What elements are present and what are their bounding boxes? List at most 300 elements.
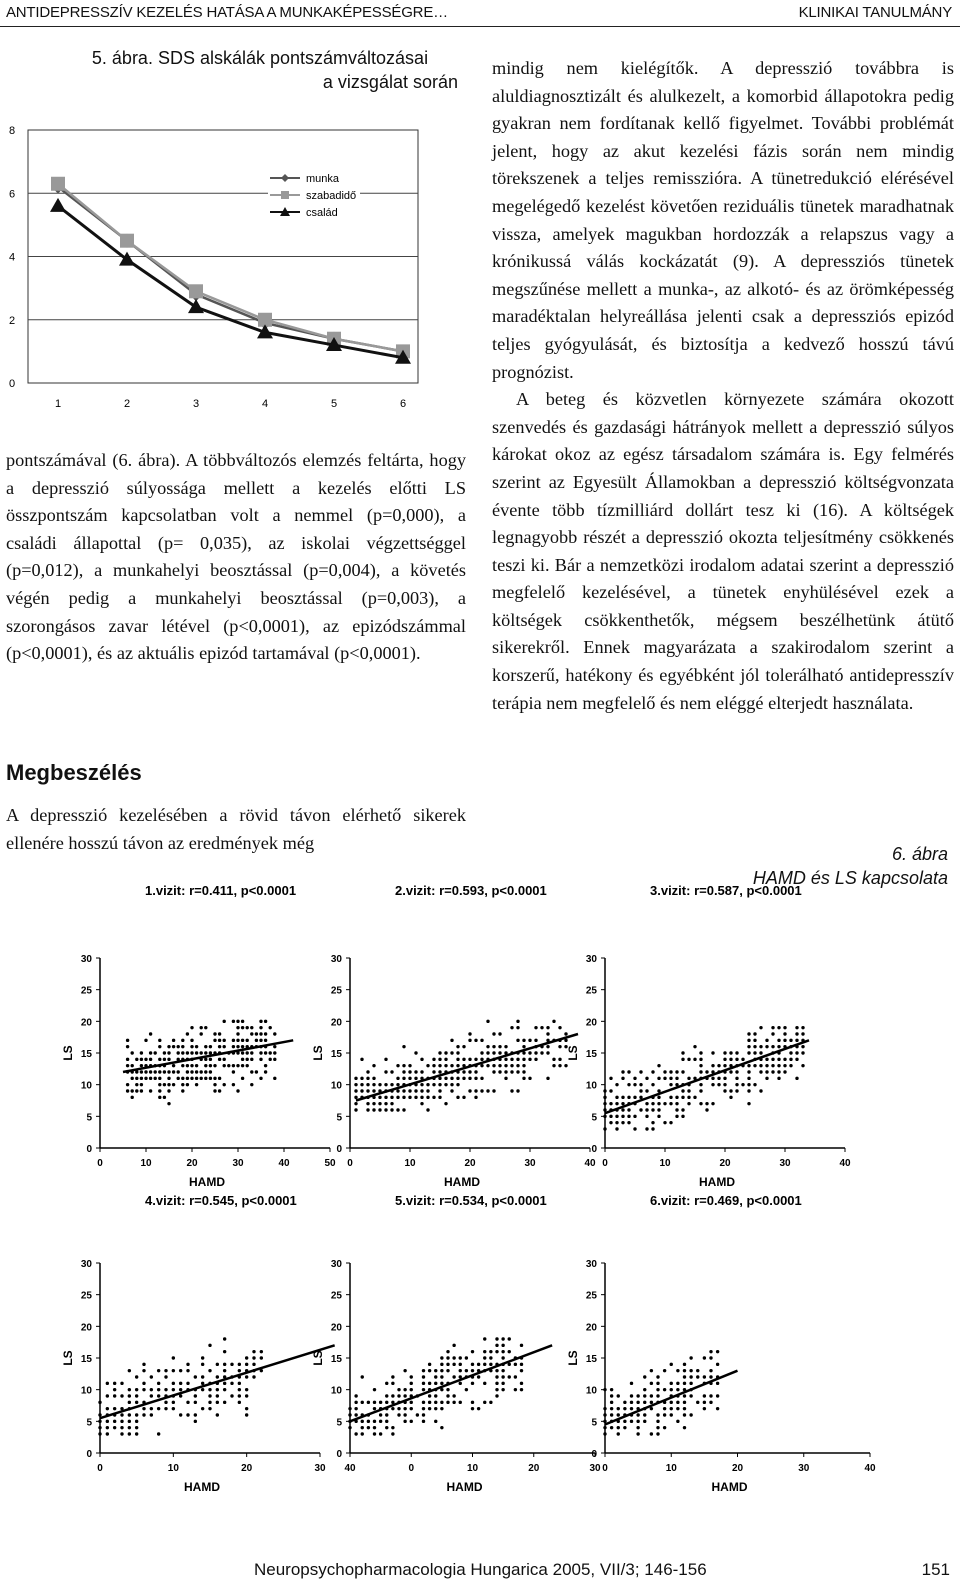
scatter-point — [459, 1401, 462, 1404]
scatter-point — [623, 1426, 626, 1429]
scatter-point — [615, 1096, 618, 1099]
scatter-point — [204, 1070, 207, 1073]
scatter-point — [663, 1413, 666, 1416]
scatter-point — [163, 1051, 166, 1054]
scatter-point — [252, 1375, 255, 1378]
scatter-point — [446, 1388, 449, 1391]
scatter-point — [639, 1083, 642, 1086]
scatter-point — [372, 1083, 375, 1086]
scatter-point — [703, 1356, 706, 1359]
scatter-point — [172, 1401, 175, 1404]
scatter-point — [656, 1413, 659, 1416]
scatter-point — [194, 1401, 197, 1404]
scatter-point — [158, 1096, 161, 1099]
scatter-point — [636, 1420, 639, 1423]
scatter-point — [522, 1070, 525, 1073]
scatter-point — [801, 1064, 804, 1067]
scatter-point — [250, 1083, 253, 1086]
scatter-point — [208, 1401, 211, 1404]
scatter-point — [492, 1064, 495, 1067]
scatter-point — [273, 1051, 276, 1054]
scatter-point — [209, 1045, 212, 1048]
y-tick-label: 30 — [585, 954, 597, 965]
scatter-point — [709, 1401, 712, 1404]
scatter-point — [483, 1337, 486, 1340]
scatter-point — [630, 1420, 633, 1423]
y-axis-label: LS — [566, 1045, 580, 1061]
scatter-point — [489, 1401, 492, 1404]
scatter-point — [149, 1058, 152, 1061]
scatter-point — [633, 1077, 636, 1080]
scatter-point — [164, 1369, 167, 1372]
scatter-point — [446, 1363, 449, 1366]
scatter-point — [471, 1363, 474, 1366]
scatter-point — [264, 1032, 267, 1035]
scatter-point — [403, 1420, 406, 1423]
scatter-point — [128, 1369, 131, 1372]
scatter-point — [504, 1058, 507, 1061]
scatter-point — [402, 1045, 405, 1048]
scatter-point — [223, 1337, 226, 1340]
scatter-point — [232, 1039, 235, 1042]
scatter-point — [410, 1382, 413, 1385]
scatter-point — [167, 1051, 170, 1054]
y-axis-label: LS — [566, 1350, 580, 1366]
scatter-point — [158, 1083, 161, 1086]
scatter-point — [245, 1394, 248, 1397]
scatter-point — [452, 1401, 455, 1404]
scatter-point — [639, 1070, 642, 1073]
scatter-point — [456, 1058, 459, 1061]
scatter-point — [486, 1051, 489, 1054]
scatter-point — [687, 1096, 690, 1099]
scatter-point — [636, 1426, 639, 1429]
scatter-point — [676, 1407, 679, 1410]
scatter-point — [552, 1020, 555, 1023]
scatter-point — [645, 1127, 648, 1130]
scatter-point — [474, 1077, 477, 1080]
scatter-point — [621, 1115, 624, 1118]
scatter-point — [771, 1058, 774, 1061]
scatter-point — [753, 1083, 756, 1086]
scatter-point — [446, 1369, 449, 1372]
scatter-point — [250, 1070, 253, 1073]
scatter-point — [683, 1426, 686, 1429]
scatter-point — [705, 1102, 708, 1105]
y-tick-label: 30 — [80, 954, 92, 965]
scatter-point — [236, 1032, 239, 1035]
scatter-point — [236, 1039, 239, 1042]
scatter-point — [354, 1413, 357, 1416]
scatter-point — [630, 1394, 633, 1397]
scatter-point — [396, 1089, 399, 1092]
scatter-point — [477, 1407, 480, 1410]
scatter-point — [645, 1108, 648, 1111]
figure6-scatter-grid — [0, 868, 960, 1508]
scatter-point — [801, 1051, 804, 1054]
scatter-point — [681, 1058, 684, 1061]
scatter-point — [657, 1108, 660, 1111]
scatter-title: 4.vizit: r=0.545, p<0.0001 — [145, 1193, 297, 1208]
scatter-point — [410, 1388, 413, 1391]
scatter-point — [157, 1432, 160, 1435]
scatter-point — [610, 1413, 613, 1416]
scatter-point — [422, 1369, 425, 1372]
scatter-point — [157, 1388, 160, 1391]
scatter-point — [367, 1426, 370, 1429]
scatter-point — [777, 1077, 780, 1080]
scatter-point — [623, 1420, 626, 1423]
scatter-point — [250, 1051, 253, 1054]
scatter-point — [158, 1058, 161, 1061]
scatter-point — [204, 1077, 207, 1080]
scatter-point — [504, 1077, 507, 1080]
scatter-point — [378, 1102, 381, 1105]
scatter-point — [610, 1394, 613, 1397]
scatter-point — [163, 1058, 166, 1061]
scatter-point — [195, 1070, 198, 1073]
scatter-point — [603, 1407, 606, 1410]
scatter-point — [650, 1382, 653, 1385]
scatter-point — [164, 1407, 167, 1410]
data-point — [120, 234, 134, 248]
scatter-point — [403, 1388, 406, 1391]
scatter-point — [150, 1407, 153, 1410]
scatter-point — [113, 1388, 116, 1391]
y-tick-label: 30 — [330, 1259, 342, 1270]
scatter-point — [516, 1020, 519, 1023]
scatter-point — [223, 1039, 226, 1042]
scatter-point — [223, 1363, 226, 1366]
scatter-point — [434, 1382, 437, 1385]
scatter-point — [456, 1077, 459, 1080]
scatter-point — [366, 1083, 369, 1086]
scatter-point — [204, 1045, 207, 1048]
scatter-point — [236, 1045, 239, 1048]
scatter-point — [140, 1070, 143, 1073]
scatter-point — [157, 1394, 160, 1397]
scatter-point — [693, 1096, 696, 1099]
x-tick-label: 4 — [261, 398, 269, 410]
scatter-point — [397, 1394, 400, 1397]
scatter-point — [705, 1108, 708, 1111]
scatter-point — [765, 1045, 768, 1048]
x-tick-label: 30 — [314, 1463, 326, 1474]
scatter-point — [236, 1089, 239, 1092]
scatter-point — [177, 1077, 180, 1080]
scatter-point — [408, 1070, 411, 1073]
data-point — [50, 198, 66, 212]
scatter-point — [446, 1350, 449, 1353]
scatter-point — [483, 1363, 486, 1366]
scatter-point — [676, 1420, 679, 1423]
scatter-point — [434, 1394, 437, 1397]
figure6-caption-line1: 6. ábra — [891, 844, 948, 864]
scatter-point — [462, 1077, 465, 1080]
scatter-point — [186, 1083, 189, 1086]
scatter-point — [167, 1077, 170, 1080]
scatter-point — [468, 1089, 471, 1092]
scatter-point — [135, 1058, 138, 1061]
scatter-point — [444, 1083, 447, 1086]
scatter-point — [402, 1089, 405, 1092]
scatter-point — [709, 1394, 712, 1397]
scatter-point — [615, 1115, 618, 1118]
scatter-point — [396, 1108, 399, 1111]
trendline — [356, 1034, 578, 1101]
scatter-point — [390, 1070, 393, 1073]
scatter-point — [163, 1096, 166, 1099]
scatter-point — [241, 1051, 244, 1054]
y-tick-label: 20 — [330, 1322, 342, 1334]
scatter-point — [131, 1077, 134, 1080]
scatter-point — [621, 1108, 624, 1111]
scatter-point — [208, 1344, 211, 1347]
scatter-point — [428, 1363, 431, 1366]
scatter-point — [765, 1077, 768, 1080]
scatter-point — [142, 1363, 145, 1366]
scatter-point — [379, 1413, 382, 1416]
scatter-point — [186, 1070, 189, 1073]
scatter-point — [390, 1108, 393, 1111]
scatter-point — [501, 1388, 504, 1391]
scatter-point — [699, 1089, 702, 1092]
scatter-point — [759, 1026, 762, 1029]
scatter-point — [534, 1039, 537, 1042]
scatter-point — [167, 1083, 170, 1086]
legend-label: munka — [306, 173, 340, 185]
scatter-point — [135, 1394, 138, 1397]
y-tick-label: 20 — [80, 1017, 92, 1029]
y-tick-label: 15 — [80, 1354, 92, 1365]
scatter-point — [438, 1077, 441, 1080]
scatter-point — [670, 1382, 673, 1385]
scatter-point — [676, 1401, 679, 1404]
scatter-point — [402, 1077, 405, 1080]
scatter-point — [218, 1058, 221, 1061]
scatter-point — [230, 1363, 233, 1366]
scatter-point — [246, 1051, 249, 1054]
x-tick-label: 0 — [347, 1158, 353, 1169]
scatter-point — [462, 1070, 465, 1073]
y-tick-label: 15 — [585, 1354, 597, 1365]
scatter-point — [179, 1413, 182, 1416]
scatter-point — [428, 1394, 431, 1397]
scatter-point — [681, 1070, 684, 1073]
scatter-point — [236, 1026, 239, 1029]
scatter-point — [501, 1375, 504, 1378]
y-tick-label: 15 — [80, 1049, 92, 1060]
scatter-point — [657, 1115, 660, 1118]
scatter-point — [236, 1064, 239, 1067]
scatter-point — [483, 1350, 486, 1353]
scatter-point — [167, 1089, 170, 1092]
scatter-point — [434, 1407, 437, 1410]
scatter-point — [645, 1077, 648, 1080]
scatter-point — [657, 1102, 660, 1105]
scatter-point — [643, 1388, 646, 1391]
scatter-point — [420, 1070, 423, 1073]
scatter-point — [126, 1083, 129, 1086]
figure5-line-chart — [0, 90, 470, 420]
scatter-point — [711, 1051, 714, 1054]
scatter-point — [372, 1108, 375, 1111]
scatter-point — [723, 1077, 726, 1080]
scatter-point — [670, 1413, 673, 1416]
scatter-point — [241, 1020, 244, 1023]
scatter-point — [603, 1102, 606, 1105]
scatter-point — [546, 1026, 549, 1029]
scatter-point — [747, 1064, 750, 1067]
scatter-point — [422, 1382, 425, 1385]
scatter-point — [675, 1070, 678, 1073]
scatter-point — [498, 1064, 501, 1067]
y-tick-label: 0 — [591, 1449, 597, 1460]
scatter-point — [432, 1064, 435, 1067]
scatter-point — [361, 1426, 364, 1429]
scatter-point — [801, 1032, 804, 1035]
scatter-point — [717, 1083, 720, 1086]
scatter-point — [154, 1051, 157, 1054]
scatter-point — [633, 1083, 636, 1086]
scatter-point — [131, 1089, 134, 1092]
scatter-point — [408, 1064, 411, 1067]
scatter-point — [164, 1375, 167, 1378]
figure5-caption — [60, 46, 460, 94]
scatter-point — [420, 1083, 423, 1086]
scatter-point — [444, 1058, 447, 1061]
scatter-point — [181, 1083, 184, 1086]
scatter-point — [432, 1096, 435, 1099]
scatter-point — [384, 1102, 387, 1105]
y-tick-label: 25 — [80, 1290, 92, 1302]
scatter-point — [120, 1432, 123, 1435]
scatter-point — [669, 1096, 672, 1099]
scatter-point — [703, 1375, 706, 1378]
y-tick-label: 15 — [585, 1049, 597, 1060]
scatter-point — [157, 1369, 160, 1372]
scatter-point — [471, 1369, 474, 1372]
scatter-point — [663, 1426, 666, 1429]
scatter-point — [245, 1356, 248, 1359]
scatter-point — [213, 1083, 216, 1086]
scatter-point — [259, 1020, 262, 1023]
scatter-point — [378, 1096, 381, 1099]
scatter-point — [610, 1401, 613, 1404]
scatter-point — [354, 1407, 357, 1410]
scatter-point — [186, 1401, 189, 1404]
x-tick-label: 0 — [602, 1158, 608, 1169]
scatter-point — [459, 1382, 462, 1385]
scatter-point — [480, 1051, 483, 1054]
scatter-point — [396, 1083, 399, 1086]
scatter-point — [747, 1051, 750, 1054]
scatter-point — [208, 1407, 211, 1410]
scatter-point — [181, 1039, 184, 1042]
x-tick-label: 30 — [524, 1158, 536, 1169]
left-column — [6, 447, 466, 668]
scatter-point — [385, 1394, 388, 1397]
scatter-point — [218, 1089, 221, 1092]
scatter-point — [238, 1369, 241, 1372]
scatter-point — [209, 1058, 212, 1061]
y-tick-label: 5 — [336, 1417, 342, 1429]
scatter-point — [246, 1026, 249, 1029]
scatter-point — [194, 1375, 197, 1378]
scatter-point — [633, 1096, 636, 1099]
scatter-point — [777, 1039, 780, 1042]
scatter-point — [426, 1083, 429, 1086]
scatter-point — [683, 1363, 686, 1366]
scatter-point — [452, 1344, 455, 1347]
scatter-point — [120, 1413, 123, 1416]
data-point — [51, 177, 65, 191]
scatter-point — [238, 1388, 241, 1391]
scatter-point — [480, 1064, 483, 1067]
scatter-point — [528, 1058, 531, 1061]
scatter-point — [360, 1083, 363, 1086]
scatter-point — [167, 1070, 170, 1073]
scatter-point — [434, 1369, 437, 1372]
scatter-point — [245, 1413, 248, 1416]
x-tick-label: 20 — [186, 1158, 198, 1169]
scatter-point — [450, 1083, 453, 1086]
x-tick-label: 1 — [54, 398, 62, 410]
scatter-point — [681, 1115, 684, 1118]
scatter-point — [747, 1039, 750, 1042]
scatter-point — [273, 1058, 276, 1061]
scatter-point — [186, 1369, 189, 1372]
scatter-point — [354, 1432, 357, 1435]
scatter-point — [795, 1058, 798, 1061]
scatter-point — [397, 1388, 400, 1391]
figure5-caption-line1: 5. ábra. SDS alskálák pontszámváltozásai — [91, 48, 429, 68]
scatter-point — [693, 1058, 696, 1061]
scatter-point — [753, 1039, 756, 1042]
scatter-point — [617, 1394, 620, 1397]
scatter-point — [408, 1096, 411, 1099]
scatter-point — [259, 1058, 262, 1061]
scatter-point — [201, 1356, 204, 1359]
scatter-point — [385, 1420, 388, 1423]
scatter-point — [670, 1363, 673, 1366]
scatter-point — [354, 1077, 357, 1080]
running-head-section: KLINIKAI TANULMÁNY — [798, 4, 952, 21]
scatter-point — [410, 1407, 413, 1410]
scatter-point — [186, 1413, 189, 1416]
scatter-point — [450, 1051, 453, 1054]
scatter-point — [489, 1356, 492, 1359]
scatter-point — [474, 1070, 477, 1073]
scatter-point — [520, 1382, 523, 1385]
scatter-point — [656, 1382, 659, 1385]
scatter-point — [508, 1337, 511, 1340]
right-paragraph-2: A beteg és közvetlen környezete számára okozott szenvedés és gazdasági hátrányok mellett a depresszió súlyos károkat okoz az egész társadalom számára is. Egy felmérés szerint az Egyesült Államokban a depresszió költségvonzata évente több tízmilliárd dollárt tesz ki (16). A költségek legnagyobb részét a depresszió okozta teljesítmény csökkenés teszi ki. Bár a nemzetközi irodalom adatai szerint a depresszió megfelelő kezelésével, a tünetek enyhülésével ezek a költségek csökkenthetők, mégsem beszélhetünk átütő sikerekről. Ennek magyarázata a szakirodalom szerint a korszerű, hatékony és egyébként jól tolerálható antidepresszív terápia nem megfelelő és nem eléggé elterjedt használata. — [492, 389, 954, 713]
scatter-point — [366, 1070, 369, 1073]
scatter-point — [558, 1058, 561, 1061]
scatter-point — [135, 1077, 138, 1080]
scatter-point — [216, 1401, 219, 1404]
scatter-point — [656, 1375, 659, 1378]
scatter-point — [440, 1356, 443, 1359]
scatter-point — [636, 1413, 639, 1416]
scatter-point — [113, 1382, 116, 1385]
scatter-point — [615, 1083, 618, 1086]
scatter-point — [213, 1032, 216, 1035]
scatter-point — [172, 1045, 175, 1048]
scatter-point — [459, 1363, 462, 1366]
scatter-point — [483, 1401, 486, 1404]
